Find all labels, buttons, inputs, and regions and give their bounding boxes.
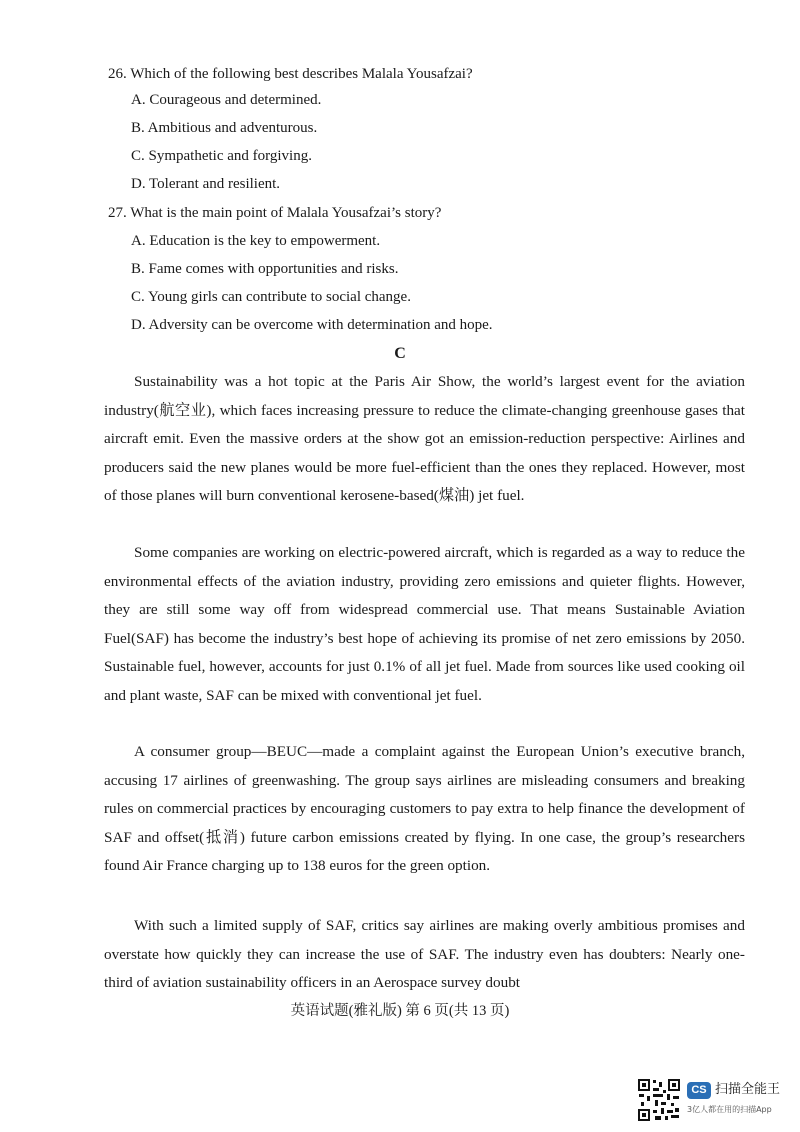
section-heading: C: [394, 345, 406, 362]
question-27-option-d: D. Adversity can be overcome with determination and hope.: [131, 317, 493, 333]
passage-paragraph-2: Some companies are working on electric-powered aircraft, which is regarded as a way to reduce the environmental effects of the aviation industry, providing zero emissions and quieter flights. However, they are still some way off from widespread commercial use. That means Sustainable Aviation Fuel(SAF) has become the industry’s best hope of achieving its promise of net zero emissions by 2050. Sustainable fuel, however, accounts for just 0.1% of all jet fuel. Made from sources like used cooking oil and plant waste, SAF can be mixed with conventional jet fuel.: [104, 544, 745, 704]
question-26-option-d: D. Tolerant and resilient.: [131, 176, 281, 192]
watermark-app-name: 扫描全能王: [715, 1082, 781, 1097]
question-26-option-a: A. Courageous and determined.: [131, 92, 322, 108]
watermark-tagline: 3亿人都在用的扫描App: [687, 1105, 772, 1114]
passage-paragraph-3: A consumer group—BEUC—made a complaint against the European Union’s executive branch, accusing 17 airlines of greenwashing. The group says airlines are misleading consumers and breaking rules on commercial practices by encouraging customers to pay extra to help finance the development of SAF and offset(抵消) future carbon emissions created by flying. In one case, the group’s researchers found Air France charging up to 138 euros for the green option.: [104, 743, 745, 874]
question-26-option-b: B. Ambitious and adventurous.: [131, 120, 318, 136]
page-footer: 英语试题(雅礼版) 第 6 页(共 13 页): [290, 1003, 510, 1019]
question-27-stem: 27. What is the main point of Malala Yousafzai’s story?: [108, 205, 442, 221]
scanner-watermark: [637, 1078, 797, 1122]
passage-paragraph-1: Sustainability was a hot topic at the Paris Air Show, the world’s largest event for the aviation industry(航空业), which faces increasing pressure to reduce the climate-changing greenhouse gases that aircraft emit. Even the massive orders at the show got an emission-reduction perspective: Airlines and producers said the new planes would be more fuel-efficient than the ones they replaced. However, most of those planes will burn conventional kerosene-based(煤油) jet fuel.: [104, 373, 745, 504]
question-27-option-c: C. Young girls can contribute to social change.: [131, 289, 411, 305]
question-26-stem: 26. Which of the following best describes Malala Yousafzai?: [108, 66, 473, 82]
question-26-option-c: C. Sympathetic and forgiving.: [131, 148, 312, 164]
question-27-option-a: A. Education is the key to empowerment.: [131, 233, 381, 249]
passage-paragraph-4: With such a limited supply of SAF, critics say airlines are making overly ambitious promises and overstate how quickly they can increase the use of SAF. The industry even has doubters: Nearly one-third of aviation sustainability officers in an Aerospace survey doubt: [104, 917, 745, 991]
question-27-option-b: B. Fame comes with opportunities and risks.: [131, 261, 399, 277]
camscanner-logo-icon: CS: [687, 1082, 711, 1099]
qr-code-icon: [637, 1078, 681, 1122]
